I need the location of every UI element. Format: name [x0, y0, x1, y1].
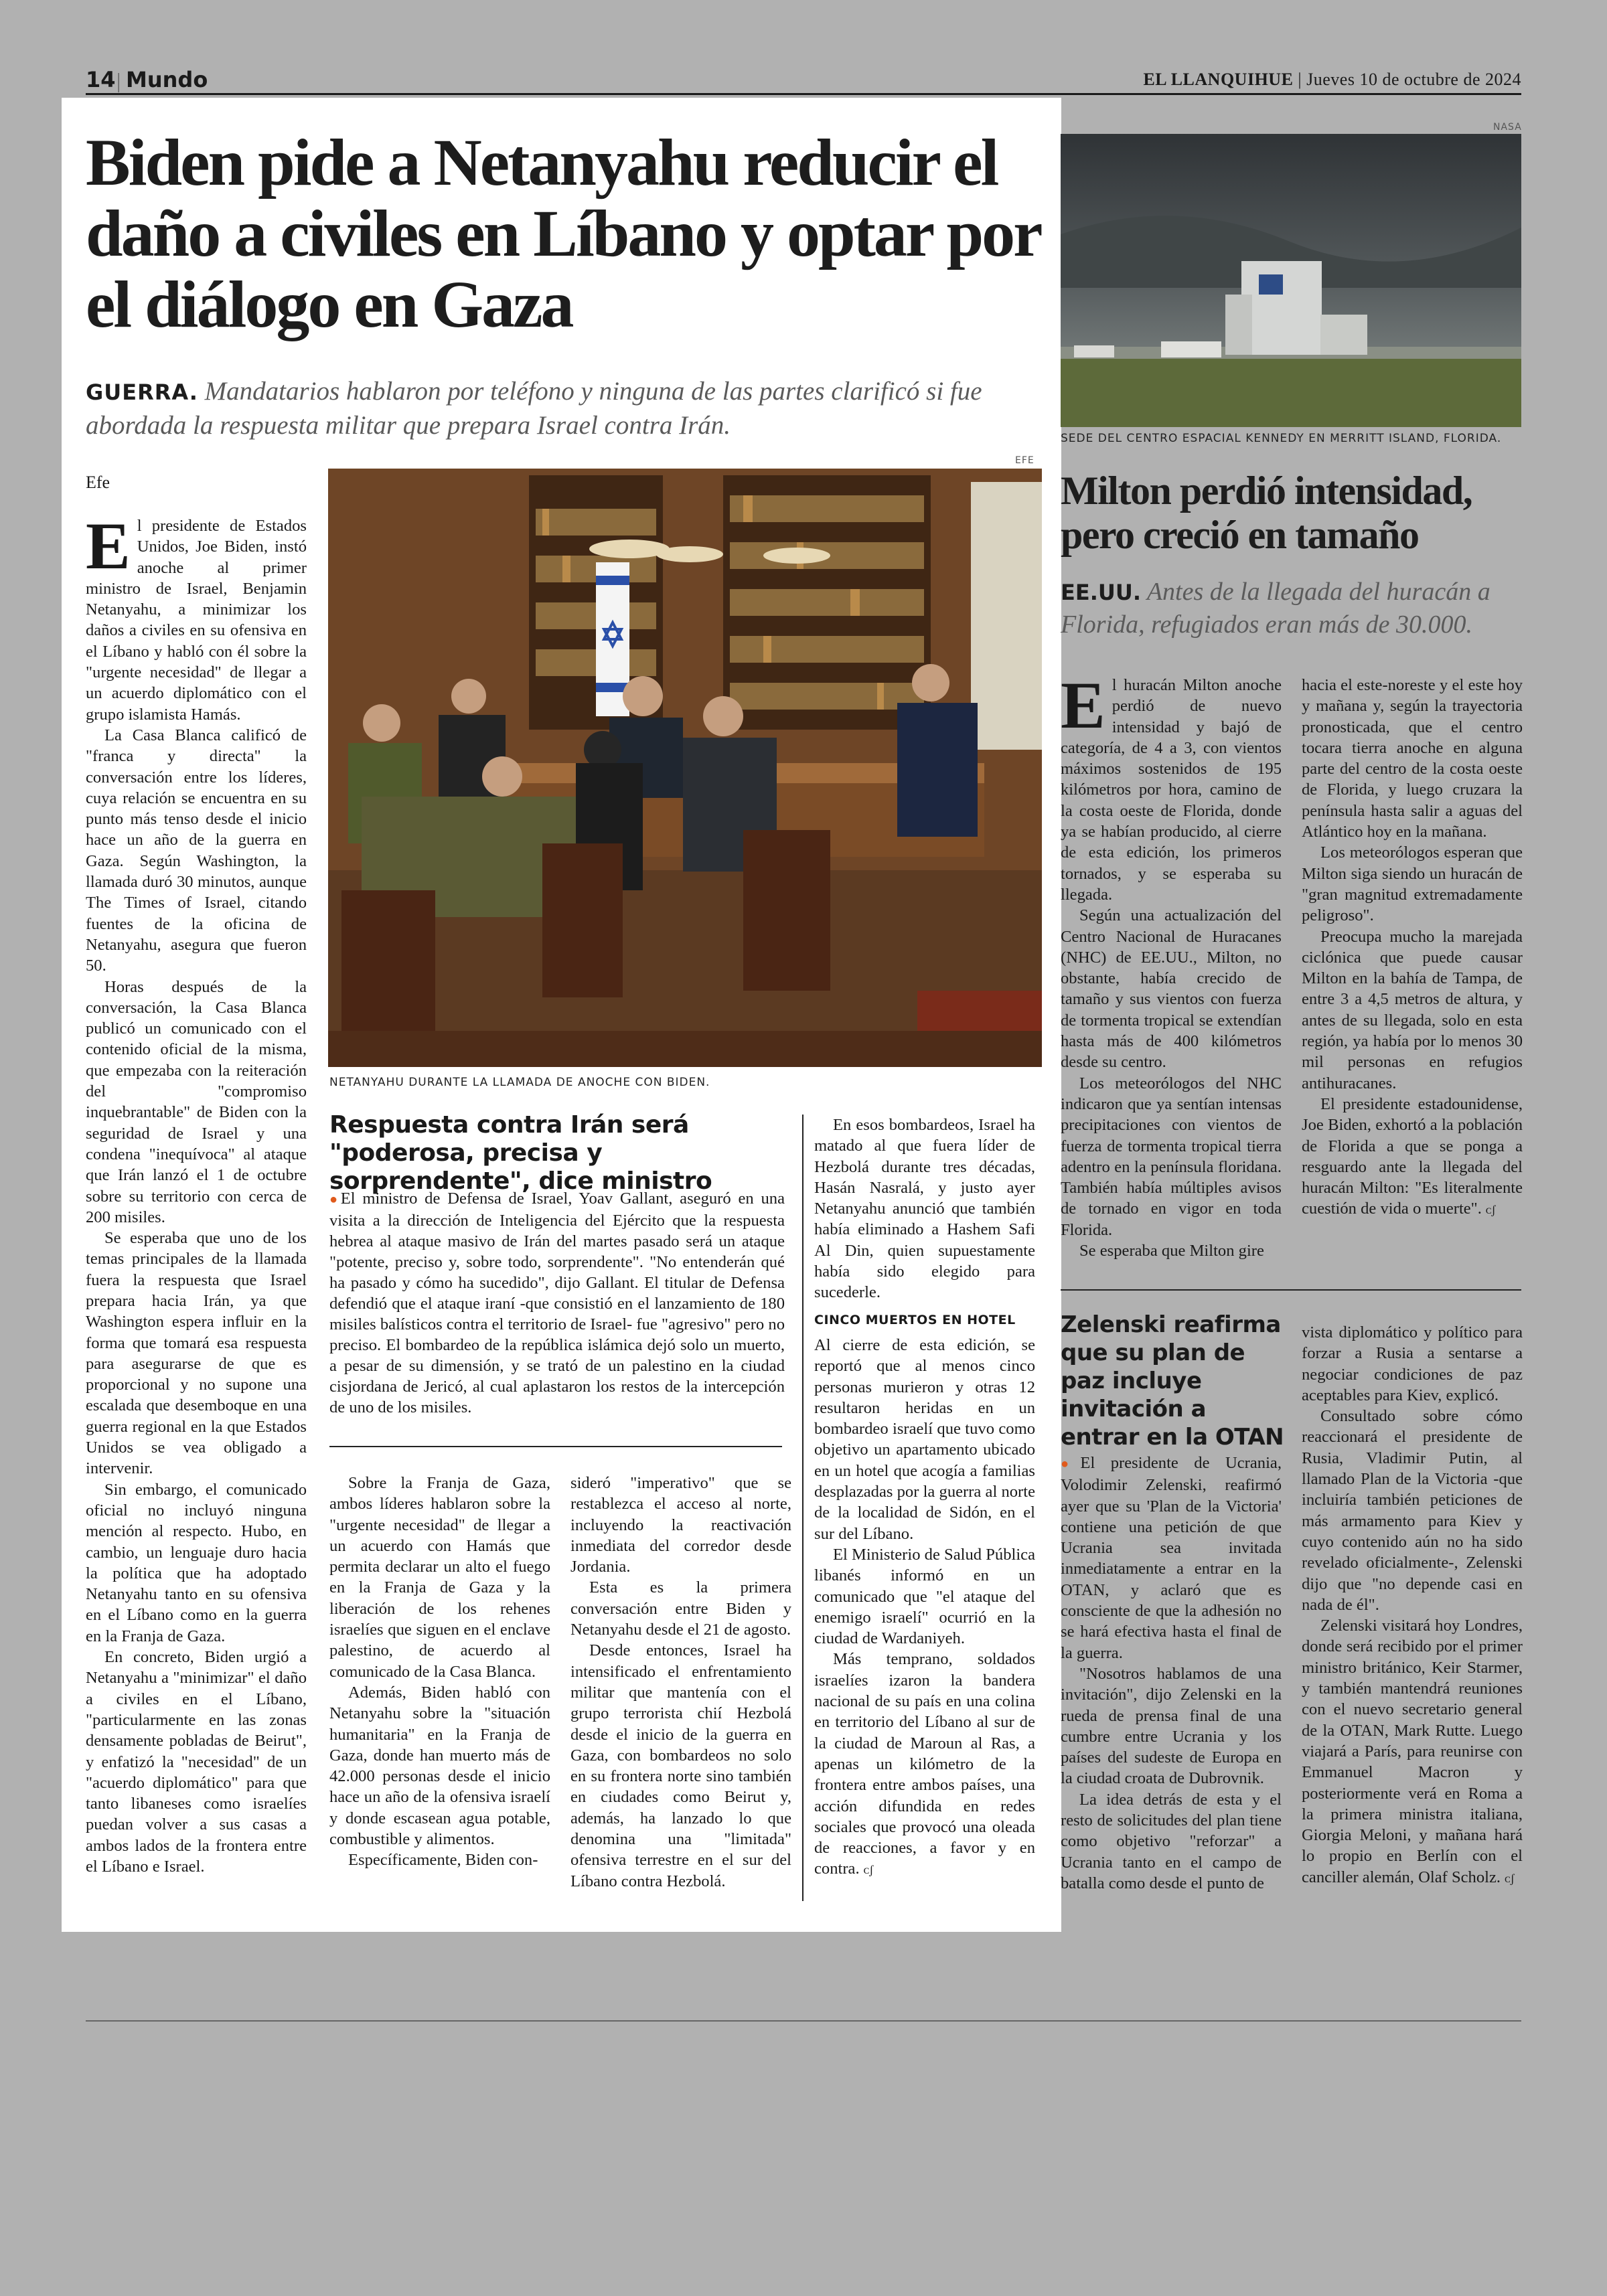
milton-col2-p1: hacia el este-noreste y el este hoy y mañana y, según la trayectoria pronosticada, que el centro tocara tierra anoche en alguna parte del centro de la costa oeste de Florida, y luego cruzara la península hasta salir a aguas del Atlántico hoy en la mañana.	[1302, 676, 1523, 841]
main-column-3	[570, 1473, 791, 1901]
section-name: Mundo	[126, 67, 208, 92]
milton-col1-p4: Se esperaba que Milton gire	[1079, 1242, 1264, 1260]
milton-zelenski-divider	[1061, 1289, 1521, 1291]
zelenski-headline: Zelenski reafirma que su plan de paz incluye invitación a entrar en la OTAN	[1061, 1311, 1284, 1451]
main-col4-p1: En esos bombardeos, Israel ha matado al que fuera líder de Hezbolá durante tres décadas, Hasán Nasralá, y justo ayer Netanyahu anunció que también había eliminado a Hashem Safi Al Din, quien supuestamente había sido elegido para sucederle.	[814, 1116, 1035, 1302]
page-bottom-rule	[86, 2020, 1521, 2022]
main-col4-p4: Más temprano, soldados israelíes izaron la bandera nacional de su país en una colina en territorio del Líbano al sur de la ciudad de Maroun al Ras, a apenas un kilómetro de la frontera entre ambos países, una acción difundida en redes sociales que provocó una oleada de reacciones, a favor y en contra.	[814, 1650, 1035, 1878]
main-tag: GUERRA.	[86, 380, 198, 405]
main-col2-p3: Específicamente, Biden con-	[348, 1851, 538, 1870]
milton-headline: Milton perdió intensidad, pero creció en tamaño	[1061, 469, 1472, 557]
page-number: 14	[86, 67, 116, 92]
milton-col2-p2: Los meteorólogos esperan que Milton siga siendo un huracán de "gran magnitud extremadamente peligroso".	[1302, 843, 1523, 925]
main-col4-p2: Al cierre de esta edición, se reportó que al menos cinco personas murieron y otras 12 resultaron heridas en un bombardeo israelí que tuvo como objetivo un apartamento ubicado en un hotel que acogía a familias desplazadas por la guerra al norte de la localidad de Sidón, en el sur del Líbano.	[814, 1335, 1035, 1543]
main-column-1	[86, 515, 307, 1901]
main-col1-p6: En concreto, Biden urgió a Netanyahu a "minimizar" el daño a civiles en el Líbano, "particularmente en las zonas densamente pobladas de Beirut", y enfatizó la "necesidad" de un "acuerdo diplomático" para que tanto libaneses como israelíes puedan volver a sus casas a ambos lados de la frontera entre el Líbano e Israel.	[86, 1648, 307, 1876]
main-photo-credit: EFE	[1015, 455, 1035, 466]
inset-divider	[329, 1446, 782, 1447]
milton-drop-cap: E	[1061, 675, 1105, 742]
inset-bullet-icon: ●	[329, 1192, 341, 1207]
zelenski-column-1	[1061, 1453, 1282, 1901]
zelenski-col1-p3: La idea detrás de esta y el resto de solicitudes del plan tiene como objetivo "reforzar" a Ucrania tanto en el campo de batalla como desde el punto de	[1061, 1790, 1282, 1892]
end-mark-icon: ᴄʃ	[863, 1863, 874, 1877]
milton-column-2	[1302, 675, 1523, 1277]
main-deck	[86, 375, 1043, 442]
milton-deck	[1061, 576, 1523, 641]
newspaper-name: EL LLANQUIHUE	[1143, 70, 1294, 89]
inset-column-divider	[802, 1115, 804, 1901]
main-col3-p2: Esta es la primera conversación entre Biden y Netanyahu desde el 21 de agosto.	[570, 1578, 791, 1639]
zelenski-col1-p2: "Nosotros hablamos de una invitación", dijo Zelenski en la rueda de prensa final de una cumbre entre Ucrania y los países del sudeste de Europa en la ciudad croata de Dubrovnik.	[1061, 1664, 1282, 1788]
milton-col2-p3: Preocupa mucho la marejada ciclónica que puede causar Milton en la bahía de Tampa, de entre 3 a 4,5 metros de altura, y antes de su llegada, solo en esta región, ya había por lo menos 30 mil personas en refugios antihuracanes.	[1302, 927, 1523, 1092]
milton-col2-p4: El presidente estadounidense, Joe Biden, exhortó a la población de Florida a que se ponga a resguardo ante la llegada del huracán Milton: "Es literalmente cuestión de vida o muerte".	[1302, 1094, 1523, 1218]
main-col3-p3: Desde entonces, Israel ha intensificado el enfrentamiento militar que mantenía con el grupo terrorista chií Hezbolá desde el inicio de la guerra en Gaza, con bombardeos no solo en su frontera norte sino también en ciudades como Beirut y, además, ha lanzado lo que denomina una "limitada" ofensiva terrestre en el sur del Líbano contra Hezbolá.	[570, 1641, 791, 1890]
main-photo-caption: NETANYAHU DURANTE LA LLAMADA DE ANOCHE CON BIDEN.	[329, 1076, 710, 1089]
main-col1-p4: Se esperaba que uno de los temas principales de la llamada fuera la respuesta que Israel prepara hacia Irán, ya que Washington espera influir en la forma que tomará esa respuesta para asegurarse de que es proporcional y no supone una escalada que desemboque en una guerra regional en la que Estados Unidos se vea obligado a intervenir.	[86, 1229, 307, 1478]
milton-deck-text: Antes de la llegada del huracán a Florida, refugiados eran más de 30.000.	[1061, 578, 1490, 639]
folio-right: EL LLANQUIHUE | Jueves 10 de octubre de 2024	[1143, 70, 1521, 89]
main-column-4	[814, 1115, 1035, 1901]
end-mark-icon: ᴄʃ	[1505, 1871, 1515, 1885]
milton-col1-p2: Según una actualización del Centro Nacional de Huracanes (NHC) de EE.UU., Milton, no obstante, había crecido de tamaño y sus vientos con fuerza de tormenta tropical se extendían hasta más de 400 kilómetros desde su centro.	[1061, 906, 1282, 1072]
byline: Efe	[86, 473, 110, 492]
issue-date: Jueves 10 de octubre de 2024	[1306, 70, 1521, 89]
milton-tag: EE.UU.	[1061, 580, 1141, 605]
zelenski-bullet-icon: ●	[1061, 1457, 1081, 1471]
inset-body: El ministro de Defensa de Israel, Yoav Gallant, aseguró en una visita a la dirección de Inteligencia del Ejército que la respuesta hebrea al ataque masivo de Irán del martes pasado será un ataque "potente, preciso y, sobre todo, sorprendente". "No entenderán qué ha pasado y cómo ha sucedido", dijo Gallant. El titular de Defensa defendió que el ataque iraní -que consistió en el lanzamiento de 180 misiles balísticos contra el territorio de Israel- fue "agresivo" pero no preciso. El bombardeo de la república islámica dejó solo un muerto, a pesar de su dimensión, y se trató de un palestino en la ciudad cisjordana de Jericó, al cual aplastaron los restos de la intercepción de uno de los misiles.	[329, 1190, 785, 1416]
end-mark-icon: ᴄʃ	[1486, 1203, 1496, 1217]
milton-photo-caption: SEDE DEL CENTRO ESPACIAL KENNEDY EN MERRITT ISLAND, FLORIDA.	[1061, 432, 1502, 445]
inset-headline: Respuesta contra Irán será "poderosa, precisa y sorprendente", dice ministro	[329, 1111, 712, 1195]
zelenski-column-2	[1302, 1322, 1523, 1904]
milton-col1-p3: Los meteorólogos del NHC indicaron que ya sentían intensas precipitaciones con vientos de fuerza de tormenta tropical tierra adentro en la península floridana. También había múltiples avisos de tornado en vigor en toda Florida.	[1061, 1074, 1282, 1239]
main-col1-p2: La Casa Blanca calificó de "franca y directa" la conversación entre los líderes, cuya relación se encuentra en su punto más tenso desde el inicio hace un año de la guerra en Gaza. Según Washington, la llamada duró 30 minutos, aunque The Times of Israel, citando fuentes de la oficina de Netanyahu, asegura que fueron 50.	[86, 726, 307, 975]
milton-column-1	[1061, 675, 1282, 1277]
main-col1-p3: Horas después de la conversación, la Casa Blanca publicó un comunicado con el contenido oficial de la misma, que empezaba con la reiteración del "compromiso inquebrantable" de Biden con la seguridad de Israel y una condena "inequívoca" al ataque que Irán lanzó el 1 de octubre sobre su territorio con cerca de 200 misiles.	[86, 977, 307, 1226]
main-col1-p1: l presidente de Estados Unidos, Joe Biden, instó anoche al primer ministro de Israel, Benjamin Netanyahu, a minimizar los daños a civiles en su ofensiva en el Líbano y habló con él sobre la "urgente necesidad" de llegar a un acuerdo diplomático con el grupo islamista Hamás.	[86, 517, 307, 724]
kennedy-photo	[1061, 134, 1521, 427]
zelenski-col2-p1: vista diplomático y político para forzar a Rusia a sentarse a negociar condiciones de paz aceptables para Kiev, explicó.	[1302, 1323, 1523, 1404]
main-col2-p2: Además, Biden habló con Netanyahu sobre la "situación humanitaria" en la Franja de Gaza, donde han muerto más de 42.000 personas desde el inicio hace un año de la ofensiva israelí y donde escasean agua potable, combustible y alimentos.	[329, 1683, 550, 1849]
milton-col1-p1: l huracán Milton anoche perdió de nuevo intensidad y bajó de categoría, de 4 a 3, con vientos máximos sostenidos de 195 kilómetros por hora, camino de la costa oeste de Florida, donde ya se habían producido, al cierre de esta edición, los primeros tornados, y se esperaba su llegada.	[1061, 676, 1282, 904]
main-col3-p1: sideró "imperativo" que se restablezca el acceso al norte, incluyendo la reactivación inmediata del corredor desde Jordania.	[570, 1474, 791, 1576]
netanyahu-photo	[328, 469, 1042, 1067]
main-drop-cap: E	[86, 515, 131, 583]
zelenski-col2-p2: Consultado sobre cómo reaccionará el presidente de Rusia, Vladimir Putin, al llamado Plan de la Victoria -que incluiría también peticiones de más armamento para Kiev y cuyo contenido aún no ha sido revelado oficialmente-, Zelenski dijo que "no depende casi en nada de él".	[1302, 1407, 1523, 1614]
main-col2-p1: Sobre la Franja de Gaza, ambos líderes hablaron sobre la "urgente necesidad" de llegar a un acuerdo con Hamás que permita declarar un alto el fuego en la Franja de Gaza y la liberación de los rehenes israelíes que siguen en el enclave palestino, de acuerdo al comunicado de la Casa Blanca.	[329, 1474, 550, 1681]
main-col4-p3: El Ministerio de Salud Pública libanés informó en un comunicado que "el ataque del enemigo israelí" ocurrió en la ciudad de Wardaniyeh.	[814, 1545, 1035, 1648]
main-headline: Biden pide a Netanyahu reducir el daño a civiles en Líbano y optar por el diálogo en Gaza	[86, 125, 1040, 341]
page-folio	[86, 67, 1521, 95]
milton-photo-credit: NASA	[1493, 122, 1522, 133]
main-intertitle: CINCO MUERTOS EN HOTEL	[814, 1312, 1016, 1327]
main-deck-text: Mandatarios hablaron por teléfono y ninguna de las partes clarificó si fue abordada la respuesta militar que prepara Israel contra Irán.	[86, 377, 982, 440]
netanyahu-photo-illustration	[328, 469, 1042, 1067]
folio-separator: |	[117, 68, 121, 92]
kennedy-photo-illustration	[1061, 134, 1521, 427]
inset-body-block	[329, 1188, 785, 1429]
main-column-2	[329, 1473, 550, 1901]
main-col1-p5: Sin embargo, el comunicado oficial no incluyó ninguna mención al respecto. Hubo, en cambio, un lenguaje duro hacia la política que ha adoptado Netanyahu tanto en su ofensiva en el Líbano como en la guerra en la Franja de Gaza.	[86, 1480, 307, 1645]
zelenski-col1-p1: El presidente de Ucrania, Volodimir Zelenski, reafirmó ayer que su 'Plan de la Victoria' contiene una petición de que Ucrania sea invitada inmediatamente a entrar en la OTAN, y aclaró que es consciente de que la adhesión no se hará efectiva hasta el final de la guerra.	[1061, 1454, 1282, 1662]
zelenski-col2-p3: Zelenski visitará hoy Londres, donde será recibido por el primer ministro británico, Keir Starmer, y también mantendrá reuniones con el nuevo secretario general de la OTAN, Mark Rutte. Luego viajará a París, para reunirse con Emmanuel Macron y posteriormente verá en Roma a la primera ministra italiana, Giorgia Meloni, y mañana hará lo propio en Berlín con el canciller alemán, Olaf Scholz.	[1302, 1617, 1523, 1886]
